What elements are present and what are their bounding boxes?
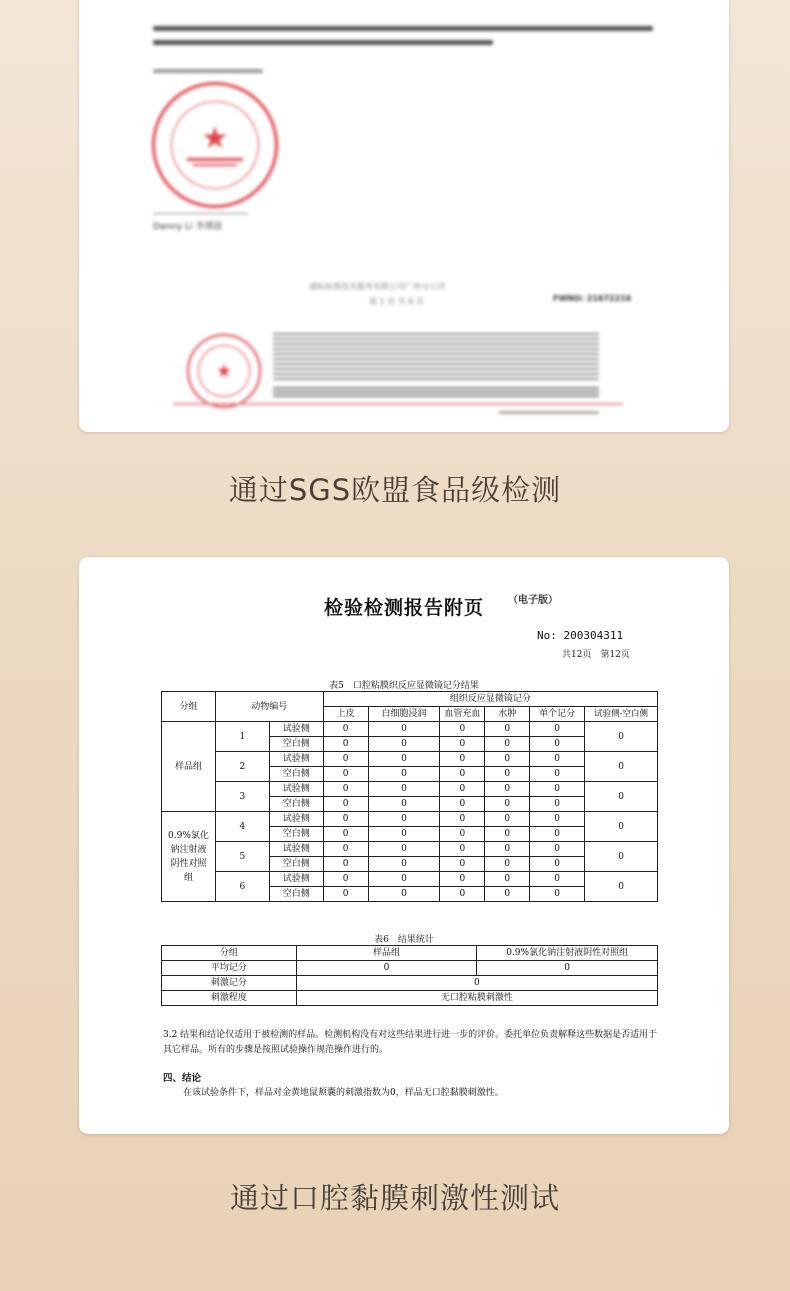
subheader: 单个记分 [530, 707, 585, 722]
animal-id: 5 [215, 842, 269, 872]
table-row [162, 812, 658, 827]
table-row [162, 872, 658, 887]
table-row [162, 842, 658, 857]
score-cell: 0 [485, 752, 530, 767]
table5-body [162, 722, 658, 902]
score-cell: 0 [530, 752, 585, 767]
avg-score-sample: 0 [296, 961, 477, 976]
side-label: 空白侧 [269, 887, 323, 902]
conclusion-text: 在该试验条件下，样品对金黄地鼠颊囊的刺激指数为0，样品无口腔黏膜刺激性。 [183, 1088, 504, 1098]
score-cell: 0 [530, 872, 585, 887]
table5-caption: 表5 口腔粘膜织反应显微镜记分结果 [329, 681, 479, 691]
score-cell: 0 [323, 857, 368, 872]
score-cell: 0 [440, 722, 485, 737]
score-cell: 0 [323, 797, 368, 812]
side-label: 空白侧 [269, 827, 323, 842]
score-cell: 0 [368, 827, 440, 842]
difference-cell: 0 [585, 782, 658, 812]
report-pages: 共12页 第12页 [562, 650, 630, 660]
score-cell: 0 [368, 722, 440, 737]
side-label: 空白侧 [269, 797, 323, 812]
score-cell: 0 [368, 842, 440, 857]
side-label: 空白侧 [269, 857, 323, 872]
certificate-number: FWNO: 21672216 [553, 294, 632, 303]
difference-cell: 0 [585, 722, 658, 752]
score-cell: 0 [323, 842, 368, 857]
side-label: 试验侧 [269, 752, 323, 767]
summary-header: 样品组 [296, 946, 477, 961]
score-cell: 0 [485, 767, 530, 782]
avg-score-label: 平均记分 [162, 961, 297, 976]
subheader: 上皮 [323, 707, 368, 722]
report-title: 检验检测报告附页 [323, 597, 484, 619]
score-cell: 0 [440, 752, 485, 767]
subheader: 血管充血 [440, 707, 485, 722]
animal-id: 1 [215, 722, 269, 752]
stim-score-value: 0 [296, 976, 657, 991]
score-cell: 0 [485, 872, 530, 887]
side-label: 试验侧 [269, 842, 323, 857]
header-group: 分组 [162, 692, 216, 722]
conclusion-heading: 四、结论 [163, 1073, 202, 1084]
score-cell: 0 [440, 887, 485, 902]
score-cell: 0 [323, 782, 368, 797]
score-cell: 0 [530, 887, 585, 902]
caption-mucosa-test: 通过口腔黏膜刺激性测试 [229, 1181, 560, 1215]
side-label: 空白侧 [269, 767, 323, 782]
stim-degree-value: 无口腔粘膜刺激性 [296, 991, 657, 1006]
score-cell: 0 [323, 737, 368, 752]
score-cell: 0 [368, 737, 440, 752]
score-cell: 0 [323, 827, 368, 842]
score-cell: 0 [368, 752, 440, 767]
difference-cell: 0 [585, 752, 658, 782]
summary-header: 分组 [162, 946, 297, 961]
stim-score-label: 刺激记分 [162, 976, 297, 991]
animal-id: 4 [215, 812, 269, 842]
score-cell: 0 [530, 737, 585, 752]
side-label: 试验侧 [269, 782, 323, 797]
score-cell: 0 [485, 737, 530, 752]
score-cell: 0 [440, 842, 485, 857]
avg-score-control: 0 [477, 961, 658, 976]
difference-cell: 0 [585, 872, 658, 902]
score-cell: 0 [368, 887, 440, 902]
report-number: No: 200304311 [537, 629, 624, 642]
score-cell: 0 [530, 812, 585, 827]
score-cell: 0 [485, 782, 530, 797]
difference-cell: 0 [585, 842, 658, 872]
stim-degree-label: 刺激程度 [162, 991, 297, 1006]
table6-caption: 表6 结果统计 [374, 935, 434, 945]
side-label: 试验侧 [269, 812, 323, 827]
score-cell: 0 [368, 872, 440, 887]
score-cell: 0 [440, 767, 485, 782]
score-cell: 0 [440, 857, 485, 872]
report-edition: （电子版） [508, 595, 558, 606]
score-cell: 0 [368, 797, 440, 812]
side-label: 试验侧 [269, 872, 323, 887]
score-cell: 0 [323, 722, 368, 737]
score-cell: 0 [440, 812, 485, 827]
score-cell: 0 [440, 827, 485, 842]
score-cell: 0 [368, 767, 440, 782]
company-seal: ★ [152, 82, 278, 208]
table-row [162, 722, 658, 737]
microscopy-score-table [161, 691, 658, 902]
score-cell: 0 [530, 842, 585, 857]
score-cell: 0 [530, 767, 585, 782]
summary-header: 0.9%氯化钠注射液阴性对照组 [477, 946, 658, 961]
score-cell: 0 [530, 797, 585, 812]
table-row [162, 752, 658, 767]
score-cell: 0 [440, 797, 485, 812]
score-cell: 0 [323, 887, 368, 902]
score-cell: 0 [485, 797, 530, 812]
result-summary-table [161, 945, 658, 1006]
test-report-card [79, 557, 729, 1134]
signer-name: Danny Li 李潭波 [153, 222, 223, 232]
score-cell: 0 [323, 767, 368, 782]
caption-sgs-test: 通过SGS欧盟食品级检测 [228, 473, 562, 507]
subheader: 白细胞浸润 [368, 707, 440, 722]
score-cell: 0 [368, 857, 440, 872]
score-cell: 0 [485, 842, 530, 857]
table-row [162, 782, 658, 797]
score-cell: 0 [530, 827, 585, 842]
animal-id: 2 [215, 752, 269, 782]
report-note: 3.2 结果和结论仅适用于被检测的样品。检测机构没有对这些结果进行进一步的评价。委托单位负责解释这些数据是否适用于其它样品。所有的步骤是按照试验操作规范操作进行的。 [163, 1030, 658, 1055]
group-name: 样品组 [162, 722, 216, 812]
difference-cell: 0 [585, 812, 658, 842]
score-cell: 0 [440, 872, 485, 887]
score-cell: 0 [440, 737, 485, 752]
side-label: 空白侧 [269, 737, 323, 752]
company-seal-small: ★ [187, 334, 261, 408]
animal-id: 3 [215, 782, 269, 812]
score-cell: 0 [530, 782, 585, 797]
company-line-2: 第 1 页 共 6 页 [369, 297, 424, 306]
score-cell: 0 [485, 887, 530, 902]
score-cell: 0 [368, 812, 440, 827]
group-name: 0.9%氯化钠注射液阴性对照组 [162, 812, 216, 902]
score-cell: 0 [485, 812, 530, 827]
score-cell: 0 [440, 782, 485, 797]
subheader: 水肿 [485, 707, 530, 722]
score-cell: 0 [530, 722, 585, 737]
company-line-1: 通标标准技术服务有限公司广州分公司 [309, 282, 445, 291]
sgs-certificate-card [79, 0, 729, 432]
side-label: 试验侧 [269, 722, 323, 737]
score-cell: 0 [485, 857, 530, 872]
score-cell: 0 [323, 812, 368, 827]
subheader: 试验侧-空白侧 [585, 707, 658, 722]
score-cell: 0 [485, 827, 530, 842]
animal-id: 6 [215, 872, 269, 902]
score-cell: 0 [368, 782, 440, 797]
score-cell: 0 [323, 752, 368, 767]
header-animal: 动物编号 [215, 692, 323, 722]
score-cell: 0 [485, 722, 530, 737]
score-cell: 0 [323, 872, 368, 887]
header-reaction: 组织反应显微镜记分 [323, 692, 657, 707]
score-cell: 0 [530, 857, 585, 872]
